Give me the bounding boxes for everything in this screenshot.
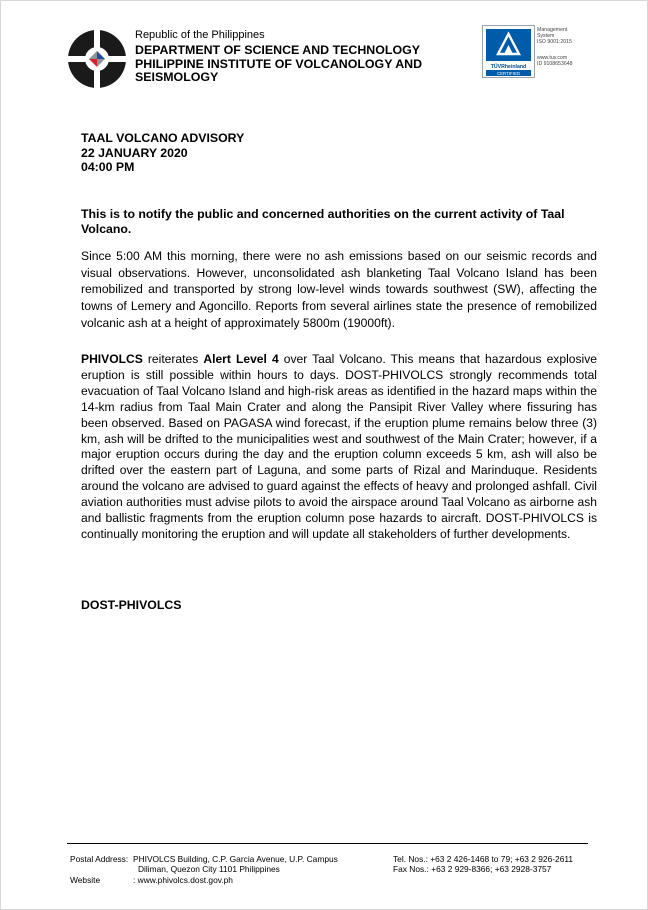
advisory-date: 22 JANUARY 2020	[81, 145, 188, 160]
cert-standard: ISO 9001:2015	[537, 39, 572, 46]
tel-numbers: +63 2 426-1468 to 79; +63 2 926-2611	[430, 854, 574, 864]
alert-level-text: Alert Level 4	[203, 352, 279, 366]
tuv-certified-label: CERTIFIED	[496, 71, 521, 76]
cert-line1: Management	[537, 27, 568, 33]
advisory-heading	[81, 131, 244, 175]
footer-telephone	[393, 854, 573, 864]
address-line2: Diliman, Quezon City 1101 Philippines	[138, 864, 280, 875]
website-sep: :	[133, 874, 136, 885]
tel-label: Tel. Nos.:	[393, 854, 428, 864]
footer-fax	[393, 864, 551, 874]
cert-line2: System	[537, 33, 555, 40]
tuv-rheinland-certified-icon	[482, 25, 535, 78]
institute-name: PHILIPPINE INSTITUTE OF VOLCANOLOGY AND SEISMOLOGY	[135, 56, 423, 85]
advisory-time: 04:00 PM	[81, 160, 135, 175]
republic-line: Republic of the Philippines	[135, 29, 265, 41]
address-line1: PHIVOLCS Building, C.P. Garcia Avenue, U.P. Campus	[133, 854, 338, 864]
certification-info	[537, 27, 597, 67]
website-link[interactable]: www.phivolcs.dost.gov.ph	[137, 874, 233, 885]
cert-id: ID 9108653648	[537, 60, 573, 67]
paragraph-ash-observation: Since 5:00 AM this morning, there were no ash emissions based on our seismic records and visual observations. However, unconsolidated ash blanketing Taal Volcano Island has been remobilized and transported by strong low-level winds towards southwest (SW), affecting the towns of Lemery and Agoncillo. Reports from several airlines state the presence of remobilized volcanic ash at a height of approximately 5800m (19000ft).	[81, 249, 597, 330]
fax-numbers: +63 2 929-8366; +63 2928-3757	[431, 864, 552, 874]
advisory-intro: This is to notify the public and concerned authorities on the current activity of Taal Volcano.	[81, 207, 565, 236]
website-label: Website	[70, 874, 101, 885]
tuv-brand: TÜVRheinland	[490, 64, 527, 70]
signature: DOST-PHIVOLCS	[81, 598, 182, 612]
dost-logo-icon	[67, 29, 127, 89]
paragraph-alert-level	[81, 352, 597, 543]
cert-url: www.tuv.com	[537, 54, 568, 61]
footer-labels	[70, 854, 128, 885]
letterhead	[135, 29, 465, 85]
reiterates-text: reiterates	[142, 352, 204, 366]
advisory-title: TAAL VOLCANO ADVISORY	[81, 131, 245, 145]
alert-body-text: over Taal Volcano. This means that hazardous explosive eruption is still possible within hours to days. DOST-PHIVOLCS strongly recommends total evacuation of Taal Volcano Island and high-risk areas as identified in the hazard maps within the 14-km radius from Taal Main Crater and along the Pansipit River Valley where fissuring has been observed. Based on PAGASA wind forecast, if the eruption plume remains below three (3) km, ash will be drifted to the municipalities west and southwest of the Main Crater; however, if a major eruption occurs during the day and the eruption column exceeds 5 km, ash will also be drifted over the eastern part of Laguna, and some parts of Rizal and Marinduque. Residents around the volcano are advised to guard against the effects of heavy and prolonged ashfall. Civil aviation authorities must advise pilots to avoid the airspace around Taal Volcano as airborne ash and ballistic fragments from the eruption column pose hazards to aircraft. DOST-PHIVOLCS is continually monitoring the eruption and will update all stakeholders of further developments.	[81, 352, 598, 541]
fax-label: Fax Nos.:	[393, 864, 429, 874]
footer-address	[133, 854, 338, 885]
footer-divider	[67, 843, 588, 844]
department-name: DEPARTMENT OF SCIENCE AND TECHNOLOGY	[135, 43, 420, 57]
postal-address-label: Postal Address:	[70, 854, 129, 864]
phivolcs-lead: PHIVOLCS	[81, 352, 143, 366]
